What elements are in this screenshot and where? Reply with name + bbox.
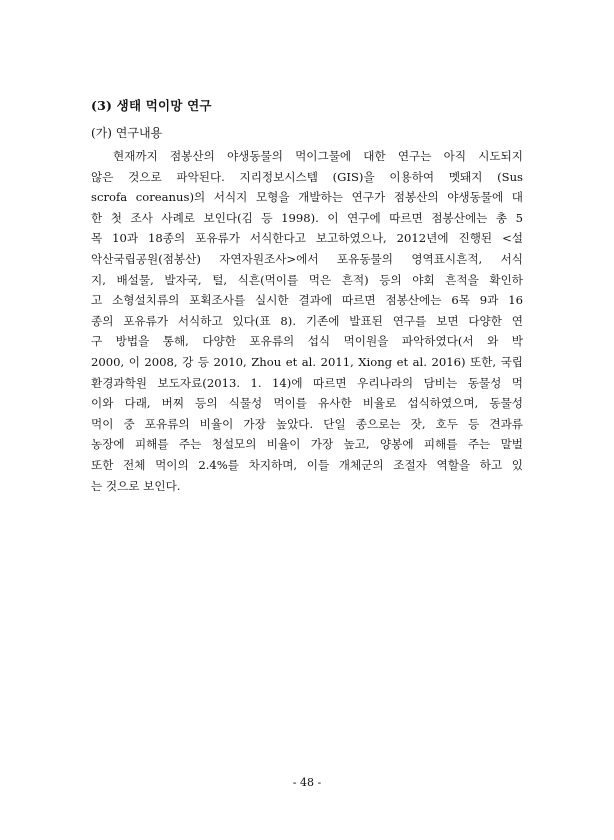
paragraph-line: 현재까지 점봉산의 야생동물의 먹이그물에 대한 연구는 아직 시도되지 [113,149,523,163]
paragraph-line: 농장에 피해를 주는 청설모의 비율이 가장 높고, 양봉에 피해를 주는 말벌 [91,437,523,452]
paragraph-line: 또한 전체 먹이의 2.4%를 차지하며, 이들 개체군의 조절자 역할을 하고 있 [91,457,523,472]
page-number: - 48 - [292,776,322,789]
paragraph-line: 않은 것으로 파악된다. 지리정보시스템 (GIS)을 이용하여 멧돼지 (Sus [91,169,523,184]
paragraph-line: 먹이 중 포유류의 비율이 가장 높았다. 단일 종으로는 잣, 호두 등 견과류 [91,416,523,431]
paragraph-line: 한 첫 조사 사례로 보인다(김 등 1998). 이 연구에 따르면 점봉산에는 총 5 [91,210,523,225]
paragraph-line: 이와 다래, 버찌 등의 식물성 먹이를 유사한 비율로 섭식하였으며, 동물성 [91,396,523,411]
body-paragraph [91,146,523,496]
paragraph-line: scrofa coreanus)의 서식지 모형을 개발하는 연구가 점봉산의 야생동물에 대 [91,190,523,205]
paragraph-line: 환경과학원 보도자료(2013. 1. 14)에 따르면 우리나라의 담비는 동물성 먹 [91,375,523,390]
paragraph-line: 구 방법을 통해, 다양한 포유류의 섭식 먹이원을 파악하였다(서 와 박 [91,334,523,349]
paragraph-line: 지, 배설물, 발자국, 털, 식흔(먹이를 먹은 흔적) 등의 야회 흔적을 확인하 [91,272,523,287]
section-title: (3) 생태 먹이망 연구 [91,98,212,113]
paragraph-line: 악산국립공원(점봉산) 자연자원조사>에서 포유동물의 영역표시흔적, 서식 [91,251,523,266]
subsection-heading: (가) 연구내용 [91,126,163,140]
paragraph-line: 2000, 이 2008, 강 등 2010, Zhou et al. 2011, Xiong et al. 2016) 또한, 국립 [91,354,523,369]
paragraph-line: 는 것으로 보인다. [91,478,181,493]
paragraph-line: 종의 포유류가 서식하고 있다(표 8). 기존에 발표된 연구를 보면 다양한 연 [91,313,523,328]
paragraph-line: 목 10과 18종의 포유류가 서식한다고 보고하였으나, 2012년에 진행된 <설 [91,231,523,246]
paragraph-line: 고 소형설치류의 포획조사를 실시한 결과에 따르면 점봉산에는 6목 9과 16 [91,293,523,308]
